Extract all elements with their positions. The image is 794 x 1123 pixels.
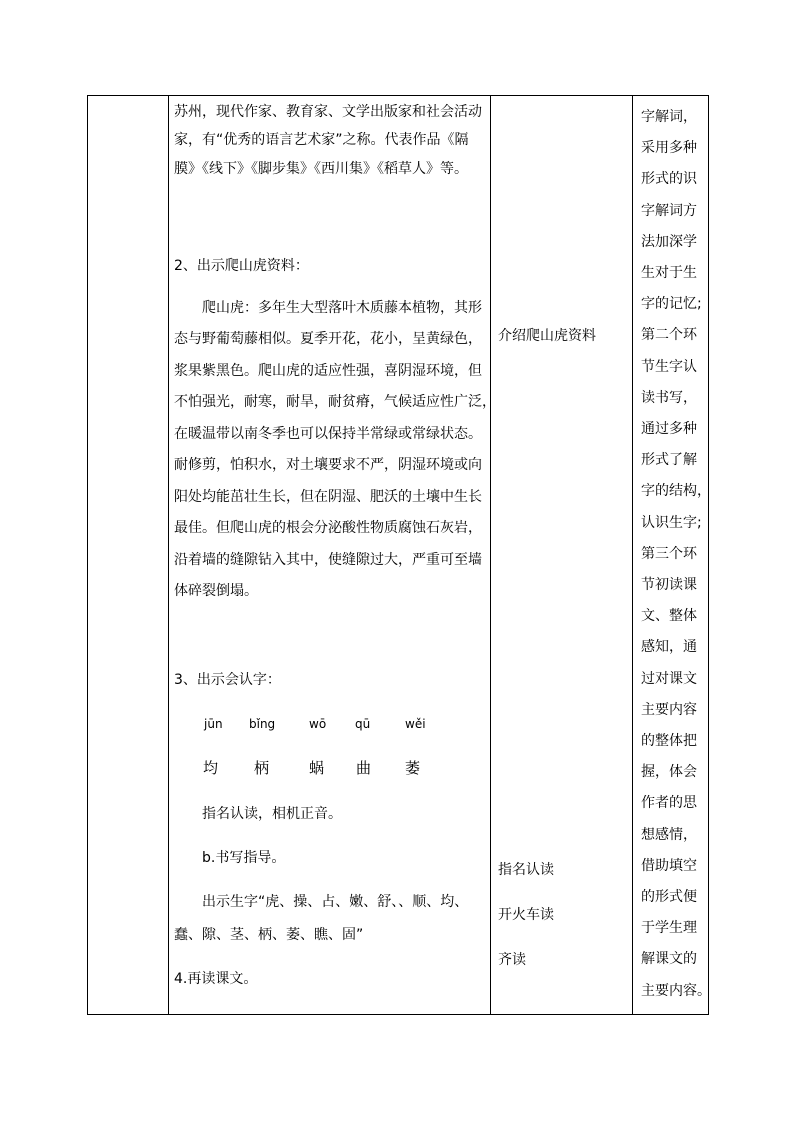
note-line: 主要内容 <box>641 701 697 718</box>
note-line: 主要内容。 <box>641 982 711 999</box>
paragraph-line: 沿着墙的缝隙钻入其中，使缝隙过大，严重可至墙 <box>174 552 482 568</box>
intro-line: 苏州，现代作家、教育家、文学出版家和社会活动 <box>174 104 482 120</box>
paragraph-line: 不怕强光，耐寒，耐旱，耐贫瘠，气候适应性广泛， <box>174 394 496 410</box>
paragraph-line: 在暖温带以南冬季也可以保持半常绿或常绿状态。 <box>174 426 482 442</box>
note-line: 字的记忆; <box>641 296 702 313</box>
student-intro: 介绍爬山虎资料 <box>498 328 596 344</box>
student-activity: 指名认读 <box>498 862 554 878</box>
student-activity: 开火车读 <box>498 907 554 923</box>
note-line: 生对于生 <box>641 265 697 282</box>
note-line: 节生字认 <box>641 358 697 375</box>
student-activity-cell <box>491 96 633 1015</box>
note-line: 认识生字; <box>641 514 702 531</box>
section-heading-3: 3、出示会认字： <box>174 672 281 688</box>
note-line: 作者的思 <box>641 795 697 812</box>
note-line: 字解词方 <box>641 202 697 219</box>
design-intent-cell <box>633 96 709 1015</box>
table-row <box>88 96 709 1015</box>
note-line: 借助填空 <box>641 857 697 874</box>
section-heading-2: 2、出示爬山虎资料： <box>174 258 309 274</box>
student-activity: 齐读 <box>498 952 526 968</box>
pinyin: jūn <box>204 717 223 731</box>
note-line: 读书写， <box>641 389 697 406</box>
pinyin: bǐng <box>249 717 276 731</box>
paragraph-line: 浆果紫黑色。爬山虎的适应性强，喜阴湿环境，但 <box>174 363 482 379</box>
hanzi: 柄 <box>254 759 270 777</box>
note-line: 解课文的 <box>641 951 697 968</box>
note-line: 字解词， <box>641 109 697 125</box>
note-line: 于学生理 <box>641 920 697 937</box>
student-activity-content <box>491 96 632 1014</box>
stage-cell <box>88 96 169 1015</box>
design-intent-text <box>633 96 711 1007</box>
teacher-activity-cell <box>169 96 496 1015</box>
new-chars-line: 蠢、隙、茎、柄、萎、瞧、固” <box>174 927 364 943</box>
hanzi: 均 <box>203 759 219 777</box>
note-line: 感知，通 <box>641 639 697 656</box>
note-line: 字的结构， <box>641 483 711 500</box>
paragraph-line: 最佳。但爬山虎的根会分泌酸性物质腐蚀石灰岩， <box>174 520 482 536</box>
new-chars-line: 出示生字“虎、操、占、嫩、舒、、顺、均、 <box>202 894 469 910</box>
note-line: 节初读课 <box>641 577 697 594</box>
read-line: 指名认读，相机正音。 <box>202 806 342 822</box>
note-line: 的整体把 <box>641 733 697 750</box>
note-line: 握，体会 <box>641 764 697 781</box>
teacher-activity-content <box>169 96 496 1014</box>
note-line: 第二个环 <box>641 327 697 344</box>
note-line: 过对课文 <box>641 670 697 687</box>
intro-line: 家，有“优秀的语言艺术家”之称。代表作品《隔 <box>174 132 469 148</box>
note-line: 的形式便 <box>641 889 697 906</box>
hanzi: 萎 <box>405 759 421 777</box>
pinyin: qū <box>355 717 371 731</box>
writing-guide-line: b.书写指导。 <box>202 850 286 866</box>
reread-line: 4.再读课文。 <box>174 971 258 987</box>
paragraph-line: 爬山虎：多年生大型落叶木质藤本植物，其形 <box>202 300 482 316</box>
note-line: 通过多种 <box>641 421 697 438</box>
note-line: 形式的识 <box>641 171 697 188</box>
paragraph-line: 态与野葡萄藤相似。夏季开花，花小，呈黄绿色， <box>174 331 482 347</box>
pinyin: wō <box>309 717 327 731</box>
note-line: 采用多种 <box>641 140 697 157</box>
hanzi: 蜗 <box>309 759 325 777</box>
paragraph-line: 体碎裂倒塌。 <box>174 583 258 599</box>
note-line: 法加深学 <box>641 233 697 250</box>
pinyin: wěi <box>405 717 426 731</box>
note-line: 第三个环 <box>641 545 697 562</box>
paragraph-line: 耐修剪，怕积水，对土壤要求不严，阴湿环境或向 <box>174 457 482 473</box>
hanzi: 曲 <box>356 759 372 777</box>
paragraph-line: 阳处均能茁壮生长，但在阴湿、肥沃的土壤中生长 <box>174 489 482 505</box>
note-line: 文、整体 <box>641 608 697 625</box>
lesson-table <box>87 95 709 1015</box>
note-line: 想感情， <box>641 826 697 843</box>
note-line: 形式了解 <box>641 452 697 469</box>
intro-line: 膜》《线下》《脚步集》《西川集》《稻草人》等。 <box>174 161 468 177</box>
